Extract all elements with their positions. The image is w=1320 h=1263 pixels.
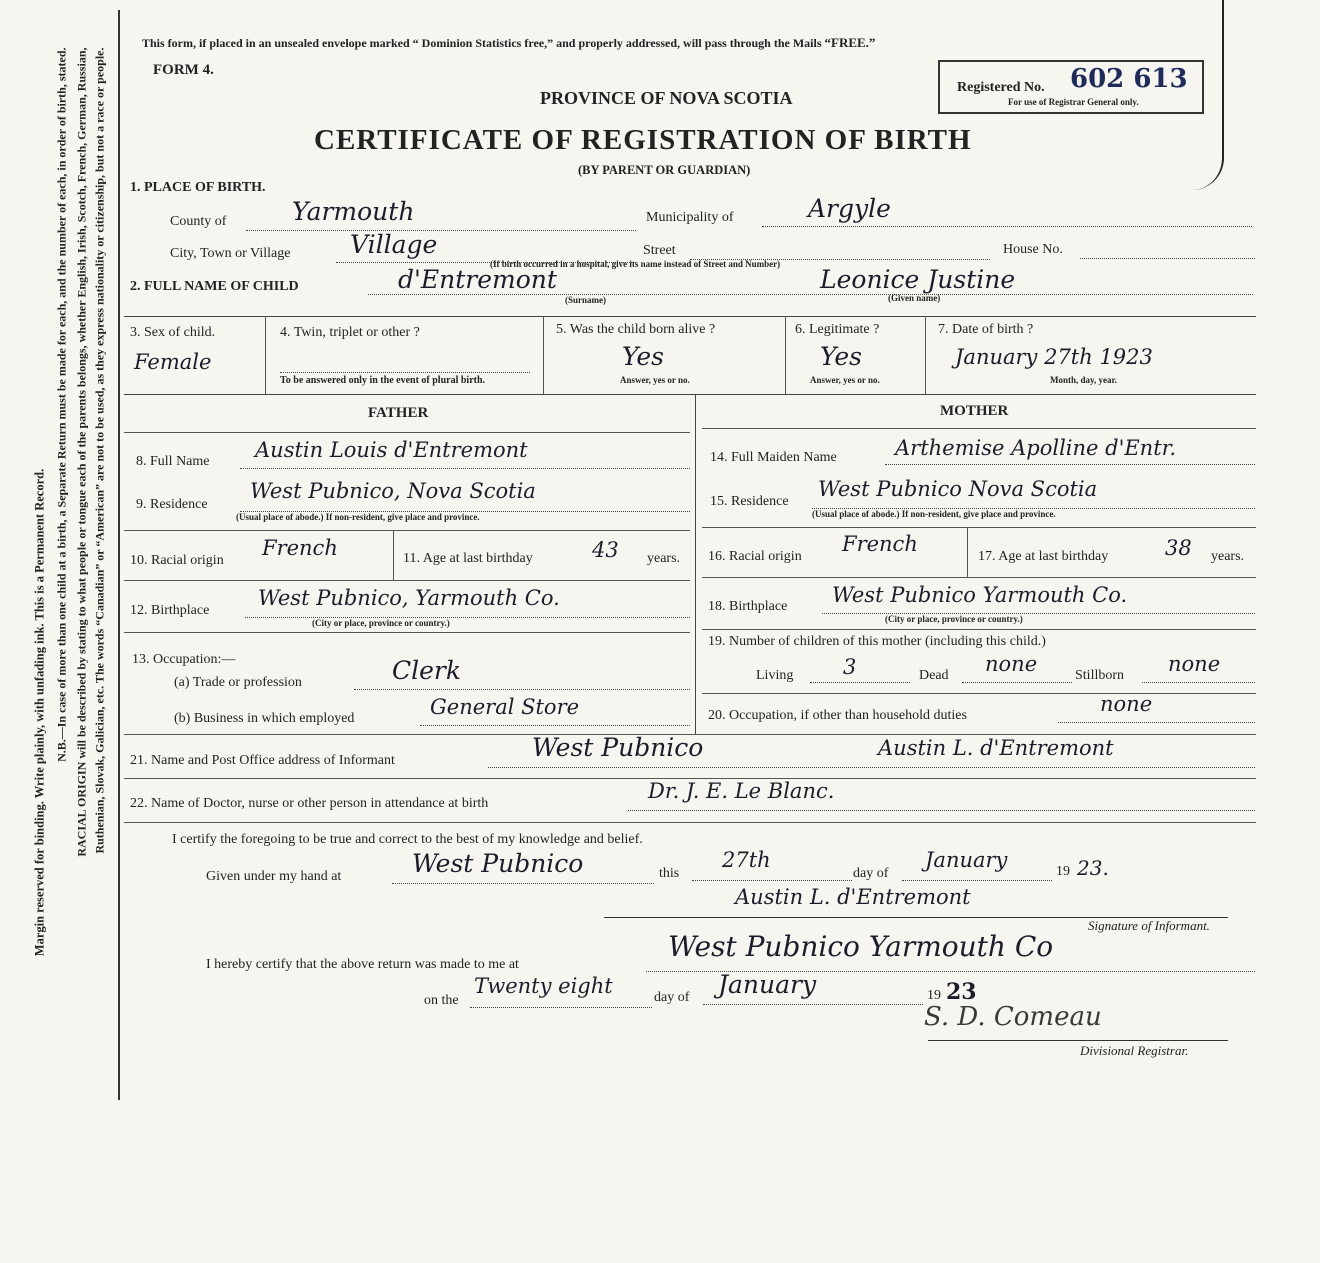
father-name: Austin Louis d'Entremont (255, 438, 528, 462)
father-race: French (262, 536, 338, 560)
dead-count: none (985, 652, 1038, 676)
father-birthplace-label: 12. Birthplace (130, 603, 210, 618)
father-years: years. (647, 551, 681, 566)
racial-note-2: Ruthenian, Slovak, Galician, etc. The words “Canadian” or “American” are not to be used, as they express nationality or citizenship, but not a race or people. (92, 47, 107, 854)
municipality-label: Municipality of (646, 210, 734, 225)
nb-note: N.B.—In case of more than one child at a birth, a Separate Return must be made for each, and the number of each, in order of birth, stated. (54, 47, 69, 762)
father-residence-label: 9. Residence (136, 497, 208, 512)
living-label: Living (756, 668, 794, 683)
mother-heading: MOTHER (940, 403, 1009, 419)
house-number-label: House No. (1003, 242, 1063, 257)
pen-stroke (1192, 0, 1224, 190)
stillborn-label: Stillborn (1075, 668, 1125, 683)
certification-year-prefix: 19 (1056, 864, 1070, 879)
certification-place: West Pubnico (412, 849, 584, 878)
mother-race-label: 16. Racial origin (708, 549, 802, 564)
form-number: FORM 4. (153, 62, 214, 78)
registrar-only-note: For use of Registrar General only. (1008, 97, 1139, 107)
child-given-name: Leonice Justine (820, 265, 1016, 294)
mother-race: French (842, 532, 918, 556)
certification-year: 23. (1077, 856, 1109, 880)
county-label: County of (170, 214, 227, 229)
dob-caption: Month, day, year. (1050, 375, 1117, 385)
given-under-label: Given under my hand at (206, 869, 342, 884)
this-label: this (659, 866, 680, 881)
registrar-month: January (718, 970, 817, 999)
father-trade: Clerk (392, 656, 462, 685)
father-name-label: 8. Full Name (136, 454, 210, 469)
father-occupation-label: 13. Occupation:— (132, 652, 236, 667)
registrar-day-of-label: day of (654, 990, 690, 1005)
mail-notice: This form, if placed in an unsealed envelope marked “ Dominion Statistics free,” and properly addressed, will pass through the Mails “FREE.” (142, 35, 876, 50)
father-business: General Store (430, 695, 580, 719)
registrar-year-prefix: 19 (927, 988, 941, 1003)
city-value: Village (350, 230, 438, 259)
children-count-label: 19. Number of children of this mother (including this child.) (708, 634, 1046, 649)
living-count: 3 (843, 655, 857, 679)
informant-signature-caption: Signature of Informant. (1088, 918, 1210, 933)
registered-number: 602 613 (1070, 64, 1188, 94)
father-birthplace: West Pubnico, Yarmouth Co. (258, 586, 560, 610)
mother-residence-caption: (Usual place of abode.) If non-resident, give place and province. (812, 509, 1056, 519)
mother-occupation-label: 20. Occupation, if other than household duties (708, 708, 967, 723)
informant-label: 21. Name and Post Office address of Informant (130, 753, 395, 768)
registrar-caption: Divisional Registrar. (1080, 1043, 1189, 1058)
mother-birthplace-label: 18. Birthplace (708, 599, 788, 614)
registrar-day: Twenty eight (474, 974, 613, 998)
twin-label: 4. Twin, triplet or other ? (280, 325, 420, 340)
alive-label: 5. Was the child born alive ? (556, 322, 716, 337)
business-label: (b) Business in which employed (174, 711, 355, 726)
registrar-year: 23 (946, 979, 977, 1005)
hospital-note: (If birth occurred in a hospital, give its name instead of Street and Number) (490, 259, 781, 269)
mother-maiden-name: Arthemise Apolline d'Entr. (895, 436, 1177, 460)
registrar-place: West Pubnico Yarmouth Co (668, 930, 1054, 963)
trade-label: (a) Trade or profession (174, 675, 302, 690)
father-age-label: 11. Age at last birthday (403, 551, 533, 566)
registrar-statement: I hereby certify that the above return was made to me at (206, 957, 519, 972)
mother-years: years. (1211, 549, 1245, 564)
on-the-label: on the (424, 993, 459, 1008)
legitimate-caption: Answer, yes or no. (810, 375, 880, 385)
alive-value: Yes (622, 342, 664, 371)
day-of-label: day of (853, 866, 889, 881)
binding-rule (118, 10, 120, 1100)
municipality-value: Argyle (808, 194, 891, 223)
sex-label: 3. Sex of child. (130, 325, 216, 340)
certification-day: 27th (722, 848, 771, 872)
mother-occupation: none (1100, 692, 1153, 716)
legitimate-value: Yes (820, 342, 862, 371)
racial-note-1: RACIAL ORIGIN will be described by stating to what people or tongue each of the parents belongs, whether English, Irish, Scotch, French, German, Russian, (74, 47, 89, 857)
father-age: 43 (592, 538, 619, 562)
twin-note: To be answered only in the event of plural birth. (280, 375, 486, 386)
mother-age-label: 17. Age at last birthday (978, 549, 1109, 564)
registered-label: Registered No. (957, 80, 1045, 95)
mother-residence: West Pubnico Nova Scotia (818, 477, 1098, 501)
certificate-subtitle: (BY PARENT OR GUARDIAN) (578, 163, 751, 177)
father-race-label: 10. Racial origin (130, 553, 224, 568)
mother-birthplace: West Pubnico Yarmouth Co. (832, 583, 1128, 607)
dob-value: January 27th 1923 (955, 345, 1153, 369)
surname-caption: (Surname) (565, 295, 606, 305)
mother-birthplace-caption: (City or place, province or country.) (885, 614, 1023, 624)
mother-residence-label: 15. Residence (710, 494, 789, 509)
certificate-title: CERTIFICATE OF REGISTRATION OF BIRTH (314, 124, 972, 156)
father-birthplace-caption: (City or place, province or country.) (312, 618, 450, 628)
father-residence: West Pubnico, Nova Scotia (250, 479, 536, 503)
doctor-name: Dr. J. E. Le Blanc. (648, 779, 835, 803)
registration-box (938, 60, 1204, 114)
province-heading: PROVINCE OF NOVA SCOTIA (540, 88, 793, 108)
certification-month: January (925, 848, 1008, 872)
father-heading: FATHER (368, 405, 429, 421)
doctor-label: 22. Name of Doctor, nurse or other person in attendance at birth (130, 796, 489, 811)
certification-statement: I certify the foregoing to be true and correct to the best of my knowledge and belief. (172, 832, 643, 847)
mother-age: 38 (1165, 536, 1192, 560)
child-name-label: 2. FULL NAME OF CHILD (130, 279, 299, 294)
alive-caption: Answer, yes or no. (620, 375, 690, 385)
informant-signature: Austin L. d'Entremont (735, 885, 971, 909)
given-name-caption: (Given name) (888, 293, 941, 303)
stillborn-count: none (1168, 652, 1221, 676)
registrar-signature: S. D. Comeau (924, 1002, 1102, 1032)
child-surname: d'Entremont (398, 265, 557, 294)
sex-value: Female (134, 350, 212, 374)
dead-label: Dead (919, 668, 949, 683)
margin-note: Margin reserved for binding. Write plainly, with unfading ink. This is a Permanent Record. (32, 468, 47, 957)
legitimate-label: 6. Legitimate ? (795, 322, 880, 337)
informant-address: West Pubnico (532, 733, 704, 762)
place-of-birth-heading: 1. PLACE OF BIRTH. (130, 180, 266, 195)
informant-name: Austin L. d'Entremont (878, 736, 1114, 760)
dob-label: 7. Date of birth ? (938, 322, 1034, 337)
street-label: Street (643, 243, 676, 258)
county-value: Yarmouth (292, 197, 415, 226)
city-label: City, Town or Village (170, 246, 291, 261)
father-residence-caption: (Usual place of abode.) If non-resident, give place and province. (236, 512, 480, 522)
mother-name-label: 14. Full Maiden Name (710, 450, 837, 465)
